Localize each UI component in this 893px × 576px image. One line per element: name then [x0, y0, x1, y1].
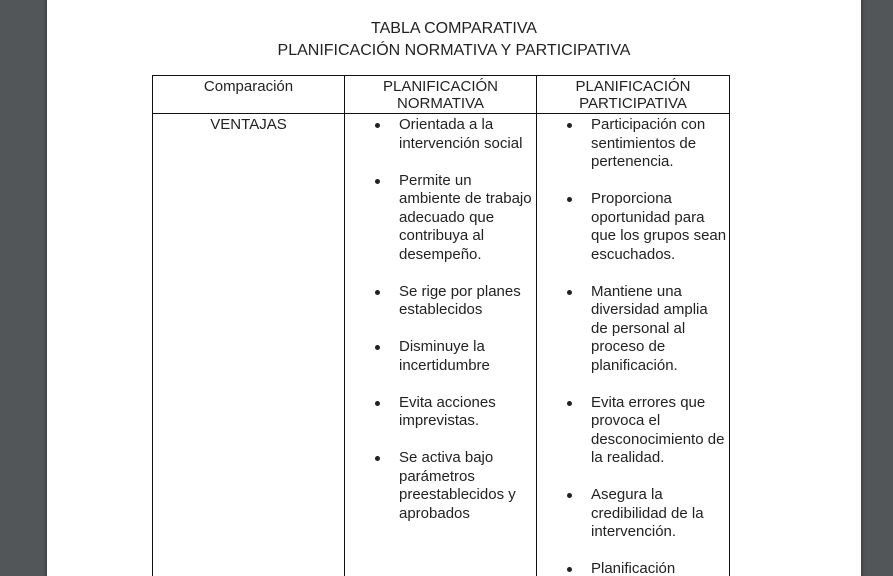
bullet-icon	[375, 345, 380, 350]
bullet-icon	[375, 290, 380, 295]
header-participativa-line2: PARTICIPATIVA	[579, 95, 687, 112]
normativa-list	[372, 116, 532, 542]
list-item: Asegura la credibilidad de la intervención.	[564, 486, 727, 542]
row-label-ventajas: VENTAJAS	[210, 116, 287, 133]
bullet-icon	[375, 456, 380, 461]
list-item: Evita acciones imprevistas.	[372, 394, 532, 431]
list-item: Orientada a la intervención social	[372, 116, 532, 153]
table-divider	[729, 76, 730, 576]
table-divider	[344, 76, 345, 576]
header-comparacion	[153, 78, 344, 95]
bullet-icon	[567, 401, 572, 406]
header-normativa-line2: NORMATIVA	[397, 95, 484, 112]
header-normativa	[345, 78, 536, 112]
comparison-table	[152, 75, 730, 576]
header-participativa-line1: PLANIFICACIÓN	[575, 78, 691, 95]
list-item: Planificación	[564, 560, 727, 576]
list-item: Se rige por planes establecidos	[372, 283, 532, 320]
bullet-icon	[567, 290, 572, 295]
header-participativa	[537, 78, 729, 112]
table-header-divider	[153, 113, 730, 114]
bullet-icon	[567, 493, 572, 498]
bullet-icon	[567, 567, 572, 572]
list-item: Disminuye la incertidumbre	[372, 338, 532, 375]
bullet-icon	[567, 123, 572, 128]
document-subtitle: PLANIFICACIÓN NORMATIVA Y PARTICIPATIVA	[277, 42, 631, 59]
document-title: TABLA COMPARATIVA	[371, 20, 537, 37]
table-divider	[536, 76, 537, 576]
list-item: Participación con sentimientos de pertenencia.	[564, 116, 727, 172]
header-comparacion-label: Comparación	[203, 78, 294, 95]
bullet-icon	[567, 197, 572, 202]
participativa-list	[564, 116, 727, 576]
list-item: Mantiene una diversidad amplia de personal al proceso de planificación.	[564, 283, 727, 376]
list-item: Permite un ambiente de trabajo adecuado que contribuya al desempeño.	[372, 172, 532, 265]
header-normativa-line1: PLANIFICACIÓN	[382, 78, 499, 95]
list-item: Se activa bajo parámetros preestablecidos y aprobados	[372, 449, 532, 523]
list-item: Proporciona oportunidad para que los grupos sean escuchados.	[564, 190, 727, 264]
list-item: Evita errores que provoca el desconocimiento de la realidad.	[564, 394, 727, 468]
bullet-icon	[375, 123, 380, 128]
bullet-icon	[375, 179, 380, 184]
document-page	[47, 0, 861, 576]
bullet-icon	[375, 401, 380, 406]
